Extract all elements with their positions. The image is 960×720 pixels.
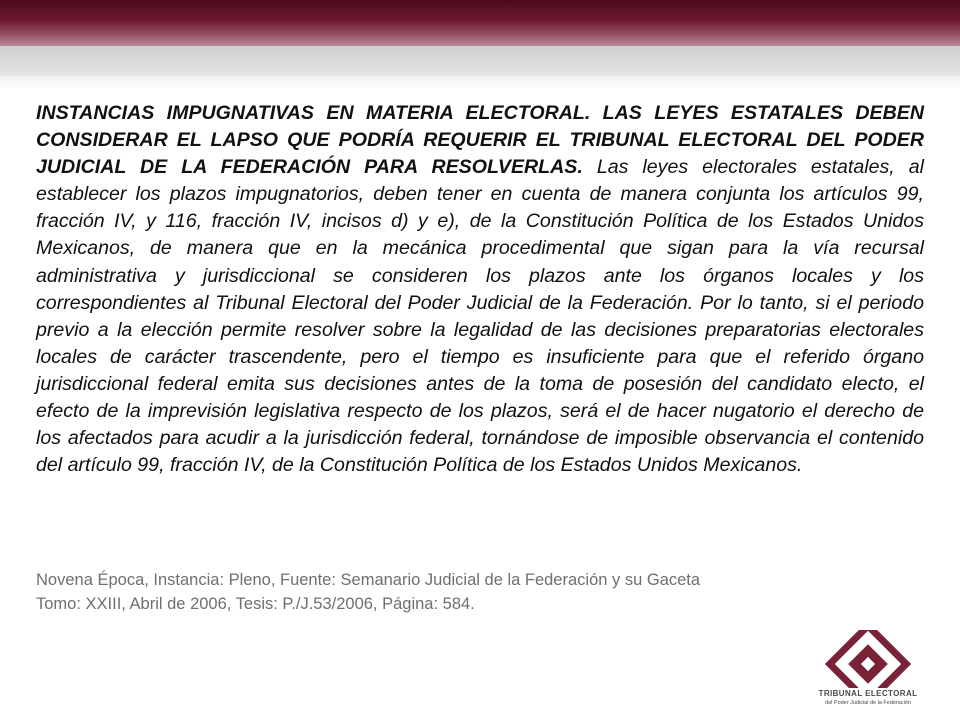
thesis-text xyxy=(36,100,924,479)
tribunal-emblem-icon xyxy=(810,630,926,688)
citation-line-2: Tomo: XXIII, Abril de 2006, Tesis: P./J.53/2006, Página: 584. xyxy=(36,595,475,613)
header-gray-fade xyxy=(0,76,960,90)
logo-subtitle: del Poder Judicial de la Federación xyxy=(825,700,911,706)
tribunal-logo xyxy=(798,630,938,710)
logo-title: TRIBUNAL ELECTORAL xyxy=(818,689,918,698)
header-band xyxy=(0,0,960,46)
citation-line-1: Novena Época, Instancia: Pleno, Fuente: Semanario Judicial de la Federación y su Gaceta xyxy=(36,571,701,589)
thesis-body: Las leyes electorales estatales, al establecer los plazos impugnatorios, deben tener en cuenta de manera conjunta los artículos 99, fracción IV, y 116, fracción IV, incisos d) y e), de la Constitución Política de los Estados Unidos Mexicanos, de manera que en la mecánica procedimental que sigan para la vía recursal administrativa y jurisdiccional se consideren los plazos ante los órganos locales y los correspondientes al Tribunal Electoral del Poder Judicial de la Federación. Por lo tanto, si el periodo previo a la elección permite resolver sobre la legalidad de las decisiones preparatorias electorales locales de carácter trascendente, pero el tiempo es insuficiente para que el referido órgano jurisdiccional federal emita sus decisiones antes de la toma de posesión del candidato electo, el efecto de la imprevisión legislativa respecto de los plazos, será el de hacer nugatorio el derecho de los afectados para acudir a la jurisdicción federal, tornándose de imposible observancia el contenido del artículo 99, fracción IV, de la Constitución Política de los Estados Unidos Mexicanos. xyxy=(36,156,924,477)
header-gray-band xyxy=(0,46,960,76)
thesis-heading: INSTANCIAS IMPUGNATIVAS EN MATERIA ELECTORAL. LAS LEYES ESTATALES DEBEN CONSIDERAR EL LAPSO QUE PODRÍA REQUERIR EL TRIBUNAL ELECTORAL DEL PODER JUDICIAL DE LA FEDERACIÓN PARA RESOLVERLAS. xyxy=(36,102,924,179)
citation xyxy=(36,568,924,616)
